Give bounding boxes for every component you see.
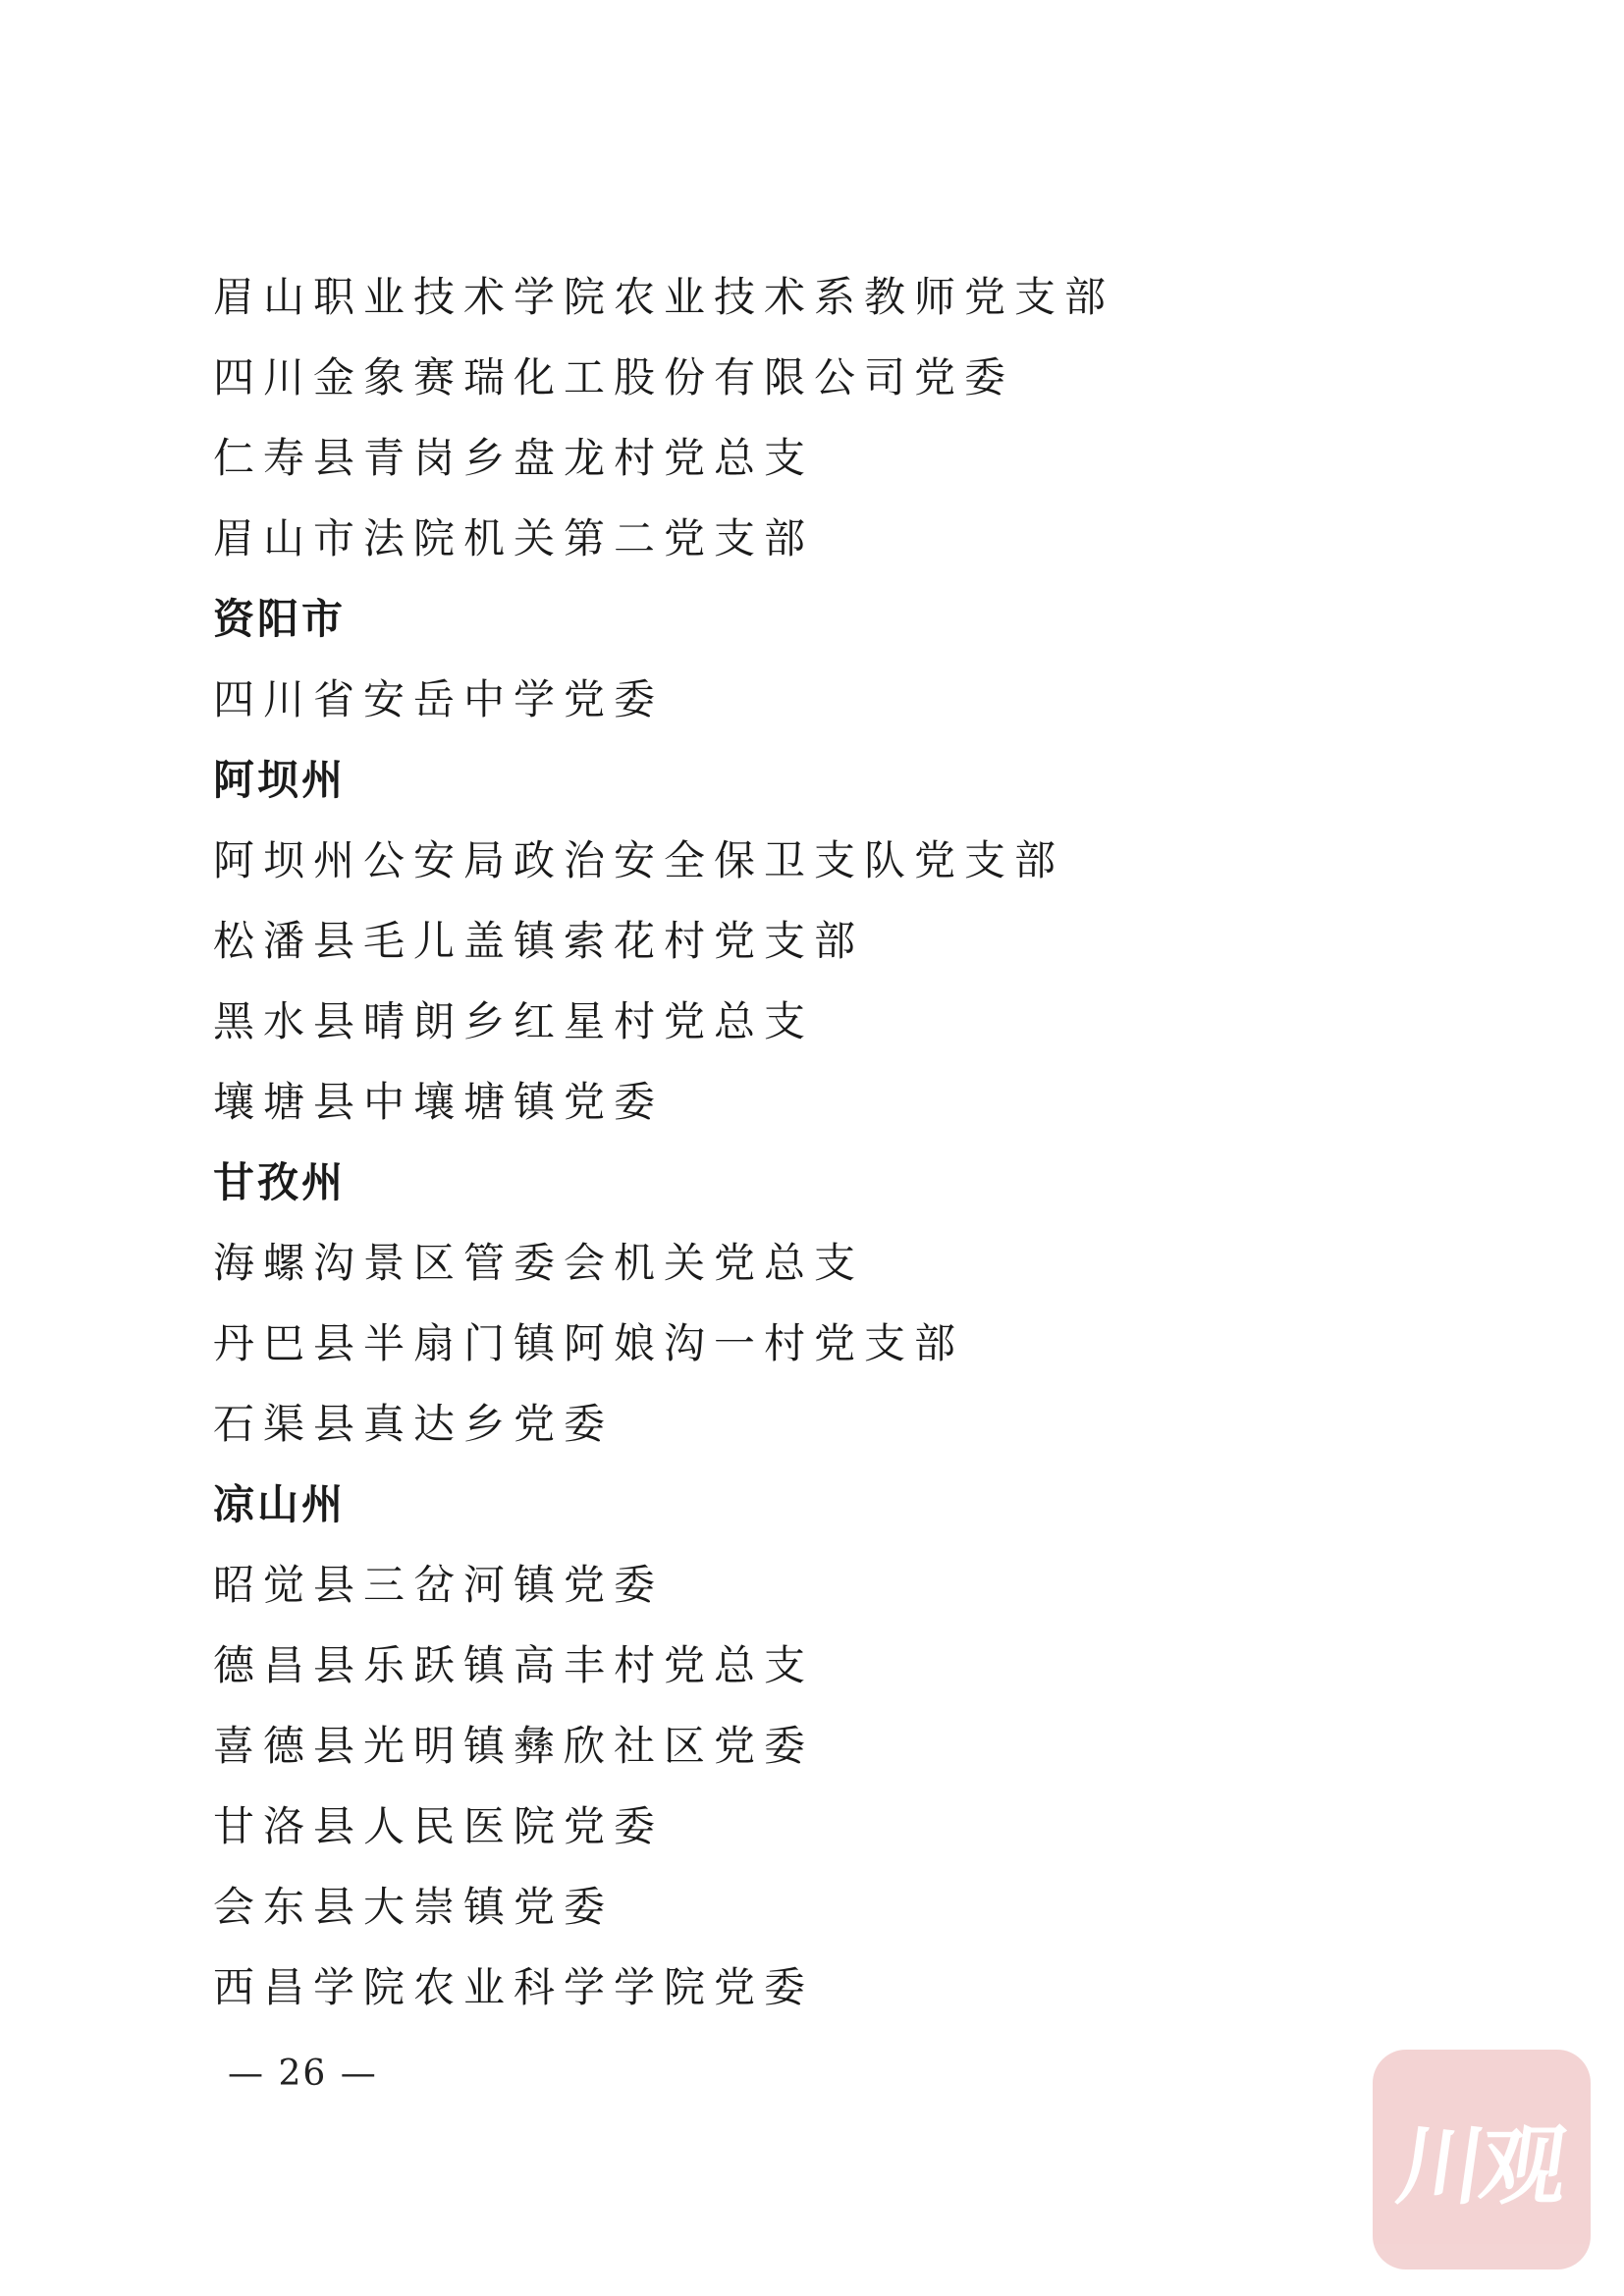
list-item: 黑水县晴朗乡红星村党总支 [213,997,815,1045]
list-item: 眉山职业技术学院农业技术系教师党支部 [213,273,1115,321]
list-item: 石渠县真达乡党委 [213,1400,615,1448]
list-item: 喜德县光明镇彝欣社区党委 [213,1722,815,1770]
document-list [213,257,1114,2028]
list-item: 壤塘县中壤塘镇党委 [213,1078,665,1126]
list-item: 德昌县乐跃镇高丰村党总支 [213,1641,815,1689]
list-item: 阿坝州公安局政治安全保卫支队党支部 [213,836,1065,884]
list-item: 西昌学院农业科学学院党委 [213,1963,815,2011]
list-item: 海螺沟景区管委会机关党总支 [213,1239,865,1287]
list-item: 四川省安岳中学党委 [213,675,665,723]
watermark-logo [1373,2050,1591,2269]
page-number: — 26 — [228,2054,378,2094]
region-heading: 资阳市 [213,595,347,643]
region-heading: 凉山州 [213,1480,347,1528]
region-heading: 阿坝州 [213,756,347,804]
region-heading: 甘孜州 [213,1158,347,1206]
list-item: 会东县大崇镇党委 [213,1883,615,1931]
list-item: 仁寿县青岗乡盘龙村党总支 [213,434,815,482]
list-item: 眉山市法院机关第二党支部 [213,514,815,562]
watermark-text: 川观 [1390,2115,1571,2216]
list-item: 昭觉县三岔河镇党委 [213,1561,665,1609]
list-item: 甘洛县人民医院党委 [213,1802,665,1850]
list-item: 丹巴县半扇门镇阿娘沟一村党支部 [213,1319,965,1367]
list-item: 四川金象赛瑞化工股份有限公司党委 [213,353,1015,401]
list-item: 松潘县毛儿盖镇索花村党支部 [213,917,865,965]
